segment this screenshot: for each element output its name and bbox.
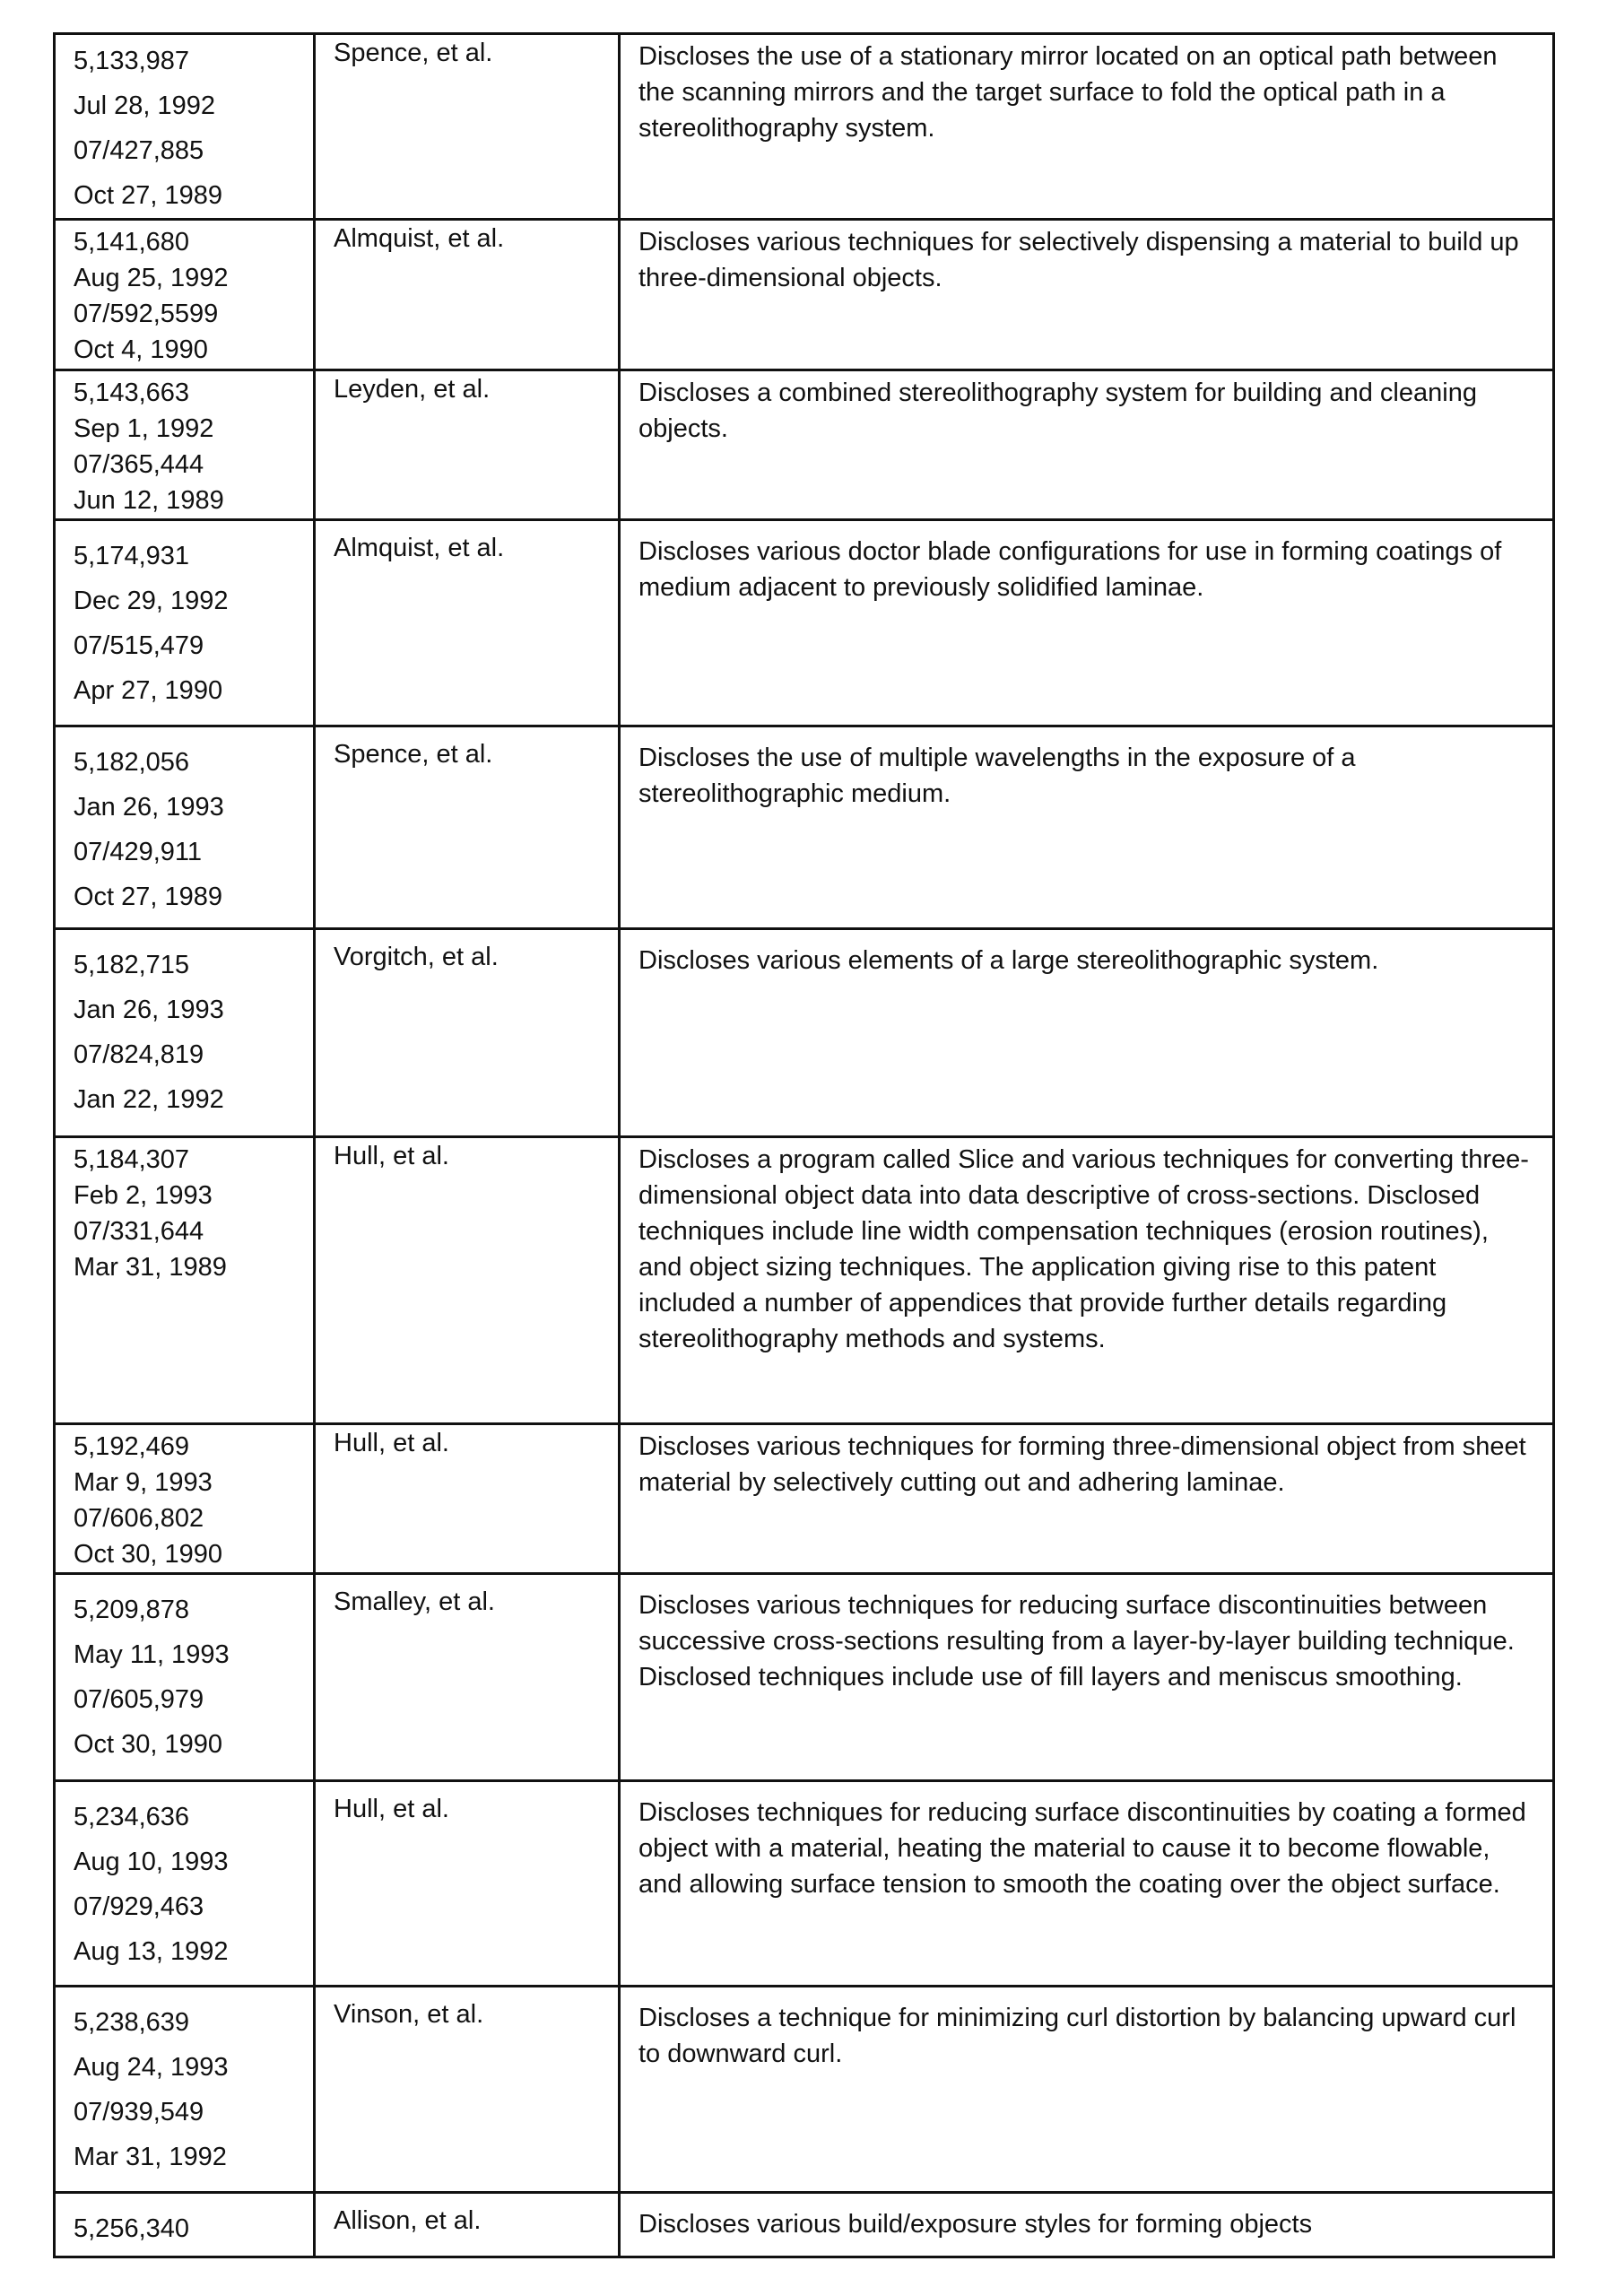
patent-info-cell: [55, 34, 315, 220]
patent-number: 5,234,636: [74, 1803, 190, 1831]
filing-date: Jun 12, 1989: [74, 486, 224, 515]
patent-number: 5,192,469: [74, 1432, 190, 1461]
patent-info-cell: [55, 1781, 315, 1987]
inventor-cell: [315, 370, 620, 520]
inventor-name: Hull, et al.: [334, 1429, 449, 1457]
description-text: Discloses various elements of a large stereolithographic system.: [638, 946, 1379, 975]
table-row: [55, 929, 1554, 1137]
application-number: 07/606,802: [74, 1504, 204, 1533]
inventor-name: Spence, et al.: [334, 39, 493, 67]
patent-number: 5,256,340: [74, 2214, 190, 2243]
table-row: [55, 520, 1554, 726]
patent-number: 5,143,663: [74, 378, 190, 407]
inventor-name: Vorgitch, et al.: [334, 943, 499, 971]
inventor-name: Vinson, et al.: [334, 2000, 484, 2029]
application-number: 07/605,979: [74, 1685, 204, 1714]
description-cell: [620, 2193, 1554, 2257]
inventor-name: Almquist, et al.: [334, 534, 505, 562]
inventor-cell: [315, 34, 620, 220]
description-cell: [620, 520, 1554, 726]
application-number: 07/515,479: [74, 631, 204, 660]
filing-date: Oct 30, 1990: [74, 1540, 223, 1569]
inventor-cell: [315, 1781, 620, 1987]
patent-info-cell: [55, 726, 315, 929]
patent-number: 5,184,307: [74, 1145, 190, 1174]
patent-info-cell: [55, 1424, 315, 1574]
patent-info-cell: [55, 2193, 315, 2257]
issue-date: Aug 10, 1993: [74, 1848, 229, 1876]
patent-reference-table: [53, 32, 1555, 2258]
description-text: Discloses techniques for reducing surface discontinuities by coating a formed object with a material, heating the material to cause it to become flowable, and allowing surface tension to smooth the coating over the object surface.: [638, 1798, 1526, 1899]
description-cell: [620, 1781, 1554, 1987]
patent-info-cell: [55, 929, 315, 1137]
filing-date: Mar 31, 1992: [74, 2143, 227, 2171]
filing-date: Apr 27, 1990: [74, 676, 223, 705]
table-row: [55, 2193, 1554, 2257]
application-number: 07/592,5599: [74, 300, 219, 328]
description-text: Discloses the use of multiple wavelengths in the exposure of a stereolithographic medium.: [638, 744, 1356, 808]
patent-number: 5,209,878: [74, 1596, 190, 1624]
issue-date: Aug 24, 1993: [74, 2053, 229, 2082]
issue-date: Jul 28, 1992: [74, 91, 216, 120]
filing-date: Oct 30, 1990: [74, 1730, 223, 1759]
issue-date: Dec 29, 1992: [74, 587, 229, 615]
inventor-name: Smalley, et al.: [334, 1587, 495, 1616]
issue-date: Jan 26, 1993: [74, 996, 224, 1024]
issue-date: Sep 1, 1992: [74, 414, 214, 443]
table-row: [55, 1781, 1554, 1987]
application-number: 07/427,885: [74, 136, 204, 165]
patent-number: 5,174,931: [74, 542, 190, 570]
patent-info-cell: [55, 220, 315, 370]
application-number: 07/429,911: [74, 838, 202, 866]
description-cell: [620, 220, 1554, 370]
table-row: [55, 220, 1554, 370]
description-cell: [620, 1424, 1554, 1574]
filing-date: Jan 22, 1992: [74, 1085, 224, 1114]
patent-number: 5,182,056: [74, 748, 190, 777]
patent-number: 5,182,715: [74, 951, 190, 979]
inventor-cell: [315, 1137, 620, 1424]
table-row: [55, 1574, 1554, 1781]
application-number: 07/824,819: [74, 1040, 204, 1069]
patent-info-cell: [55, 520, 315, 726]
inventor-cell: [315, 726, 620, 929]
issue-date: Aug 25, 1992: [74, 264, 229, 292]
description-text: Discloses various build/exposure styles for forming objects: [638, 2210, 1313, 2239]
table-row: [55, 1137, 1554, 1424]
filing-date: Oct 4, 1990: [74, 335, 208, 364]
inventor-name: Allison, et al.: [334, 2206, 482, 2235]
issue-date: Feb 2, 1993: [74, 1181, 213, 1210]
application-number: 07/365,444: [74, 450, 204, 479]
table-row: [55, 1987, 1554, 2193]
inventor-cell: [315, 1987, 620, 2193]
application-number: 07/331,644: [74, 1217, 204, 1246]
filing-date: Oct 27, 1989: [74, 181, 223, 210]
filing-date: Aug 13, 1992: [74, 1937, 229, 1966]
inventor-cell: [315, 929, 620, 1137]
inventor-cell: [315, 1574, 620, 1781]
table-body: [55, 34, 1554, 2257]
patent-info-cell: [55, 1987, 315, 2193]
table-row: [55, 726, 1554, 929]
patent-number: 5,141,680: [74, 228, 190, 257]
description-cell: [620, 1137, 1554, 1424]
description-text: Discloses a technique for minimizing curl distortion by balancing upward curl to downward curl.: [638, 2004, 1516, 2068]
application-number: 07/929,463: [74, 1892, 204, 1921]
description-cell: [620, 726, 1554, 929]
inventor-name: Leyden, et al.: [334, 375, 491, 404]
description-cell: [620, 1574, 1554, 1781]
table-row: [55, 34, 1554, 220]
patent-number: 5,133,987: [74, 47, 190, 75]
patent-info-cell: [55, 1137, 315, 1424]
description-text: Discloses a combined stereolithography system for building and cleaning objects.: [638, 378, 1477, 443]
description-cell: [620, 1987, 1554, 2193]
inventor-name: Almquist, et al.: [334, 224, 505, 253]
application-number: 07/939,549: [74, 2098, 204, 2126]
description-cell: [620, 929, 1554, 1137]
filing-date: Oct 27, 1989: [74, 883, 223, 911]
description-cell: [620, 370, 1554, 520]
issue-date: May 11, 1993: [74, 1640, 230, 1669]
table-row: [55, 370, 1554, 520]
inventor-cell: [315, 2193, 620, 2257]
description-text: Discloses the use of a stationary mirror located on an optical path between the scanning mirrors and the target surface to fold the optical path in a stereolithography system.: [638, 42, 1498, 143]
patent-info-cell: [55, 370, 315, 520]
issue-date: Jan 26, 1993: [74, 793, 224, 822]
description-text: Discloses various techniques for selectively dispensing a material to build up three-dimensional objects.: [638, 228, 1519, 292]
inventor-name: Hull, et al.: [334, 1795, 449, 1823]
inventor-cell: [315, 1424, 620, 1574]
description-text: Discloses various doctor blade configurations for use in forming coatings of medium adjacent to previously solidified laminae.: [638, 537, 1502, 602]
description-text: Discloses various techniques for forming three-dimensional object from sheet material by selectively cutting out and adhering laminae.: [638, 1432, 1526, 1497]
description-text: Discloses a program called Slice and various techniques for converting three-dimensional object data into data descriptive of cross-sections. Disclosed techniques include line width compensation techniques (erosion routines), and object sizing techniques. The application giving rise to this patent included a number of appendices that provide further details regarding stereolithography methods and systems.: [638, 1145, 1529, 1353]
inventor-cell: [315, 220, 620, 370]
patent-info-cell: [55, 1574, 315, 1781]
description-text: Discloses various techniques for reducing surface discontinuities between successive cross-sections resulting from a layer-by-layer building technique. Disclosed techniques include use of fill layers and meniscus smoothing.: [638, 1591, 1515, 1692]
inventor-cell: [315, 520, 620, 726]
patent-number: 5,238,639: [74, 2008, 190, 2037]
inventor-name: Hull, et al.: [334, 1142, 449, 1170]
inventor-name: Spence, et al.: [334, 740, 493, 769]
filing-date: Mar 31, 1989: [74, 1253, 227, 1282]
description-cell: [620, 34, 1554, 220]
table-row: [55, 1424, 1554, 1574]
issue-date: Mar 9, 1993: [74, 1468, 213, 1497]
